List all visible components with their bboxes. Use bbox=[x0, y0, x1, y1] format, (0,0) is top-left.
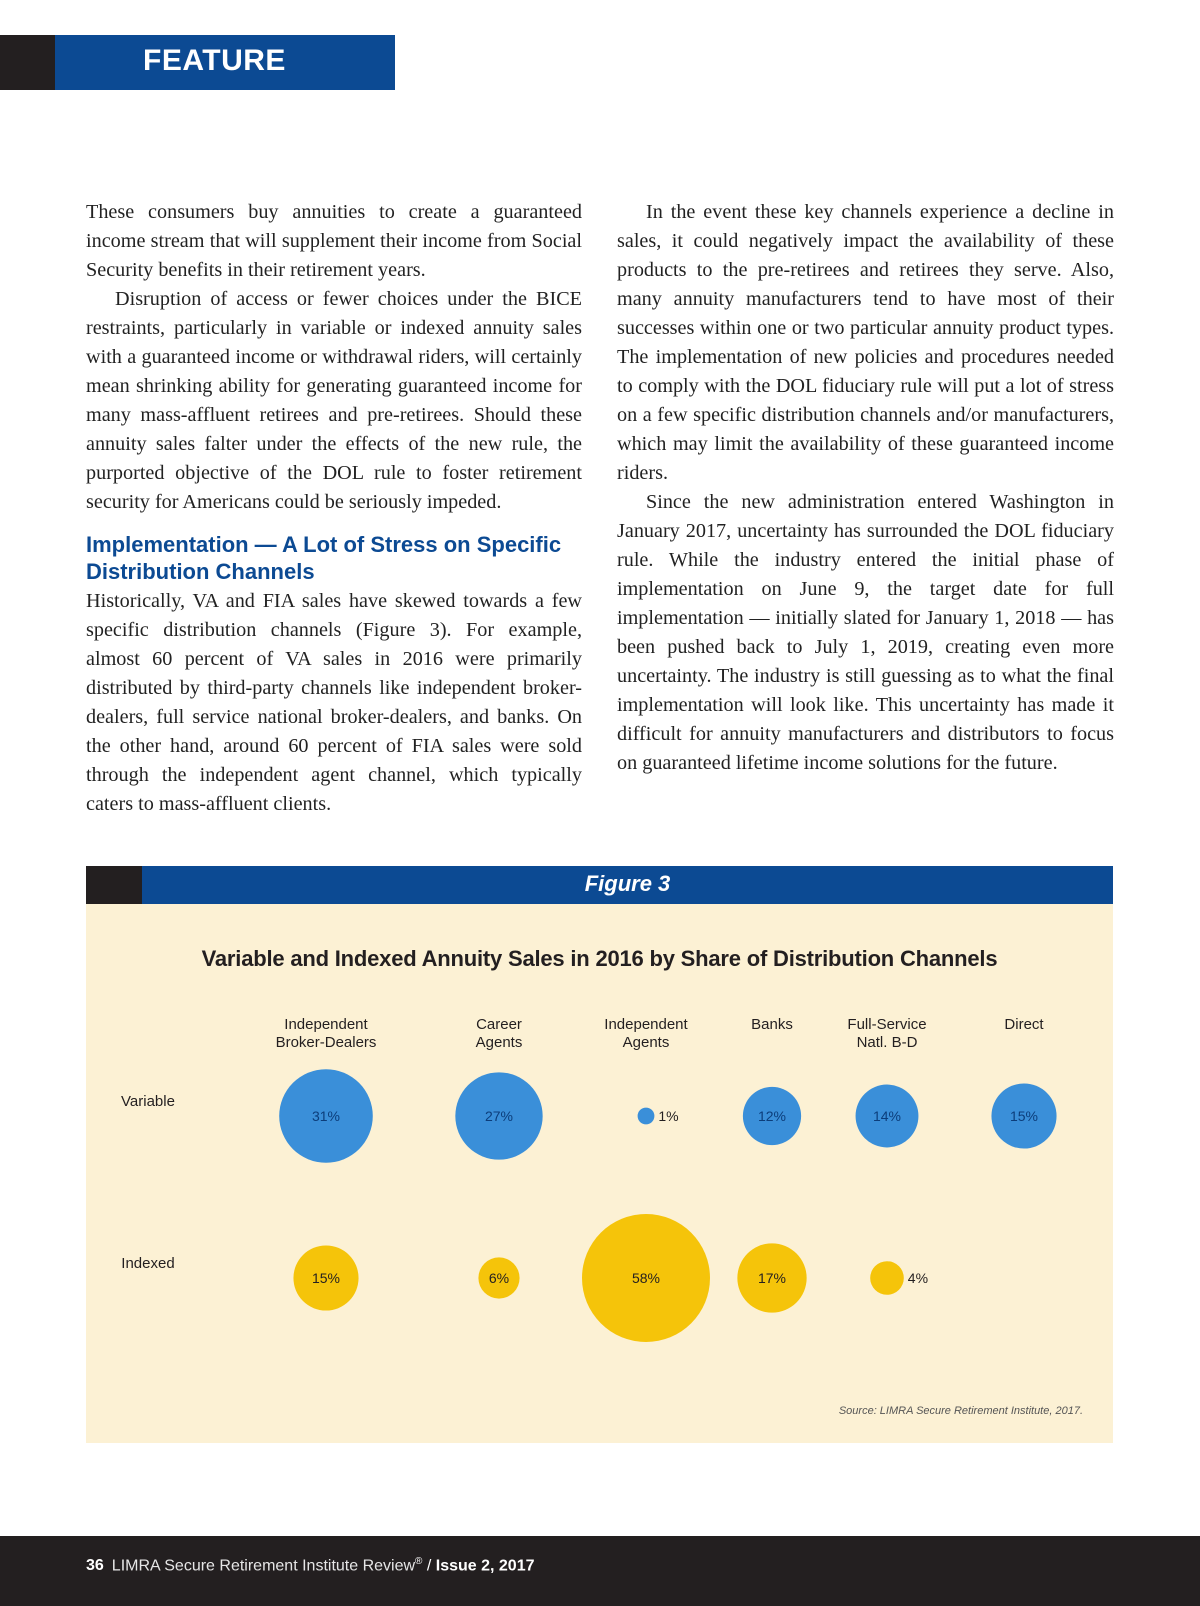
bubble-value-label: 27% bbox=[484, 1108, 514, 1124]
category-label-line: Direct bbox=[1004, 1016, 1044, 1033]
figure-3 bbox=[86, 866, 1113, 1443]
header-dark-block bbox=[0, 35, 55, 90]
category-label-line: Full-Service bbox=[847, 1016, 927, 1033]
category-label-line: Agents bbox=[475, 1034, 523, 1051]
bubble-value-label: 15% bbox=[311, 1270, 341, 1286]
left-paragraph-1: These consumers buy annuities to create a guaranteed income stream that will supplement their income from Social Security benefits in their retirement years. bbox=[86, 201, 582, 281]
left-paragraph-3: Historically, VA and FIA sales have skewed towards a few specific distribution channels (Figure 3). For example, almost 60 percent of VA sales in 2016 were primarily distributed by third-party channels like independent broker-dealers, full service national broker-dealers, and banks. On the other hand, around 60 percent of FIA sales were sold through the independent agent channel, which typically caters to mass-affluent clients. bbox=[86, 590, 582, 815]
series-label: Variable bbox=[121, 1093, 175, 1110]
page-footer bbox=[0, 1536, 1200, 1606]
category-label-line: Broker-Dealers bbox=[275, 1034, 377, 1051]
issue-label: Issue 2, 2017 bbox=[435, 1557, 535, 1575]
bubble-value-label: 31% bbox=[311, 1108, 341, 1124]
bubble-value-label: 6% bbox=[488, 1270, 510, 1286]
bubble-value-label: 14% bbox=[872, 1108, 902, 1124]
source-note: Source: LIMRA Secure Retirement Institute, 2017. bbox=[838, 1405, 1083, 1417]
bubble-value-label: 1% bbox=[658, 1108, 679, 1124]
bubble-value-label: 4% bbox=[907, 1270, 929, 1286]
category-label-line: Natl. B-D bbox=[856, 1034, 918, 1051]
right-paragraph-2: Since the new administration entered Washington in January 2017, uncertainty has surrounded the DOL fiduciary rule. While the industry entered the initial phase of implementation on June 9, the target date for full implementation — initially slated for January 1, 2018 — has been pushed back to July 1, 2019, creating even more uncertainty. The industry is still guessing as to what the final implementation will look like. This uncertainty has made it difficult for annuity manufacturers and distributors to focus on guaranteed lifetime income solutions for the future. bbox=[617, 491, 1114, 774]
figure-label: Figure 3 bbox=[584, 871, 671, 896]
registered-mark: ® bbox=[415, 1556, 423, 1567]
footer-text bbox=[86, 1556, 535, 1575]
bubble-value-label: 12% bbox=[757, 1108, 787, 1124]
chart-title: Variable and Indexed Annuity Sales in 2016 by Share of Distribution Channels bbox=[201, 946, 998, 971]
feature-banner bbox=[55, 35, 395, 90]
bubble-chart bbox=[86, 866, 1113, 1443]
category-label bbox=[604, 1016, 688, 1051]
category-label-line: Independent bbox=[604, 1016, 688, 1033]
category-label bbox=[847, 1016, 926, 1051]
publication-name: LIMRA Secure Retirement Institute Review bbox=[111, 1557, 416, 1575]
bubble bbox=[638, 1108, 655, 1125]
bubble bbox=[870, 1261, 904, 1295]
category-label-line: Independent bbox=[284, 1016, 368, 1033]
right-paragraph-1: In the event these key channels experience a decline in sales, it could negatively impact the availability of these products to the pre-retirees and retirees they serve. Also, many annuity manufacturers tend to have most of their successes within one or two particular annuity product types. The implementation of new policies and procedures needed to comply with the DOL fiduciary rule will put a lot of stress on a few specific distribution channels and/or manufacturers, which may limit the availability of these guaranteed income riders. bbox=[617, 201, 1114, 484]
section-label: FEATURE bbox=[143, 44, 286, 77]
left-paragraph-2: Disruption of access or fewer choices under the BICE restraints, particularly in variable or indexed annuity sales with a guaranteed income or withdrawal riders, will certainly mean shrinking ability for generating guaranteed income for many mass-affluent retirees and pre-retirees. Should these annuity sales falter under the effects of the new rule, the purported objective of the DOL rule to foster retirement security for Americans could be seriously impeded. bbox=[86, 288, 582, 513]
category-label bbox=[276, 1016, 377, 1051]
category-label bbox=[1004, 1016, 1044, 1033]
bubble-value-label: 15% bbox=[1009, 1108, 1039, 1124]
category-label-line: Banks bbox=[751, 1016, 793, 1033]
category-label bbox=[476, 1016, 523, 1051]
bubble-value-label: 17% bbox=[757, 1270, 787, 1286]
right-column bbox=[617, 198, 1114, 778]
category-label-line: Agents bbox=[622, 1034, 670, 1051]
footer-separator: / bbox=[422, 1557, 436, 1575]
page-number: 36 bbox=[86, 1557, 104, 1575]
left-column bbox=[86, 198, 582, 819]
category-label-line: Career bbox=[476, 1016, 522, 1033]
bubble-value-label: 58% bbox=[631, 1270, 661, 1286]
section-heading: Implementation — A Lot of Stress on Specific Distribution Channels bbox=[86, 532, 562, 584]
category-label bbox=[751, 1016, 793, 1033]
series-label: Indexed bbox=[121, 1255, 175, 1272]
